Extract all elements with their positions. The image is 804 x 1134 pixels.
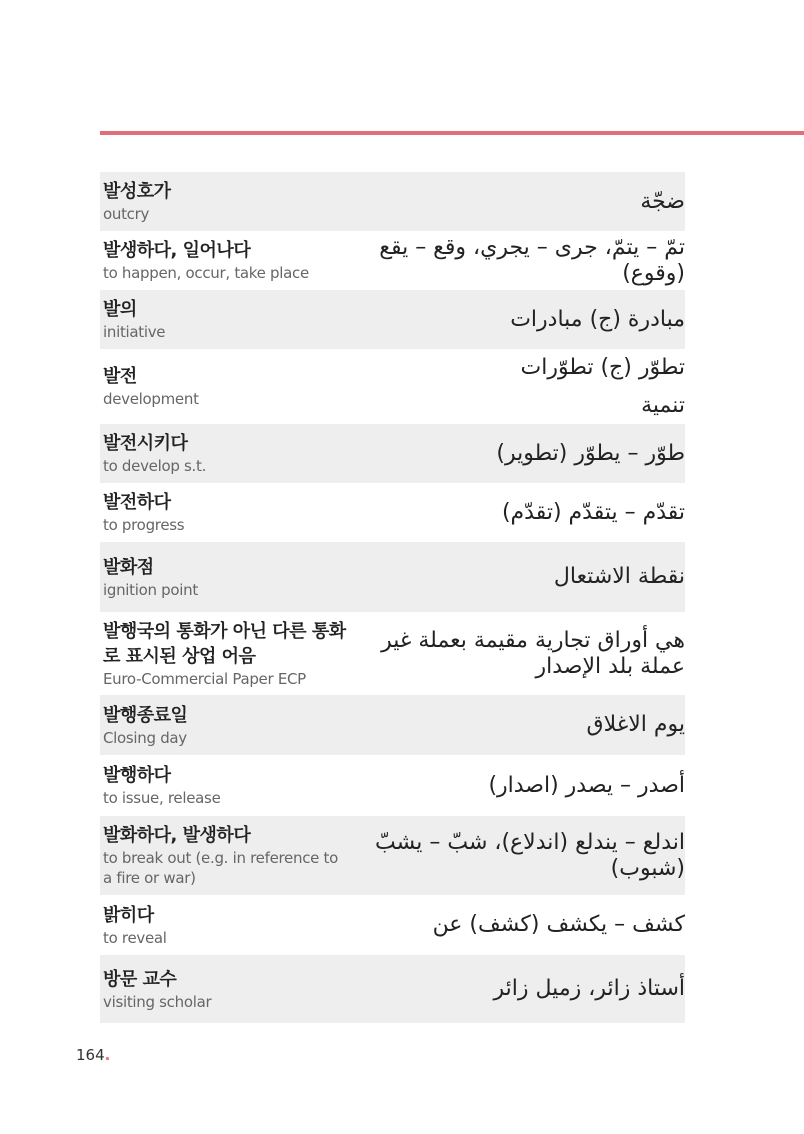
english-gloss: outcry (103, 205, 150, 223)
english-gloss: Euro-Commercial Paper ECP (103, 669, 306, 688)
arabic-translation: ضجّة (640, 188, 685, 214)
korean-term: 발행종료일 (103, 704, 188, 726)
arabic-translation: طوّر – يطوّر (تطوير) (496, 440, 685, 466)
glossary-entry (100, 816, 685, 895)
english-gloss: to develop s.t. (103, 457, 207, 475)
english-gloss: to issue, release (103, 789, 221, 807)
header-rule (100, 131, 804, 135)
korean-term: 발의 (103, 299, 137, 320)
korean-term: 발전하다 (103, 492, 171, 513)
english-gloss: development (103, 390, 199, 408)
arabic-translation: تمّ – يتمّ، جرى – يجري، وقع – يقع (وقوع) (379, 234, 685, 286)
arabic-translation: أستاذ زائر، زميل زائر (493, 976, 685, 1001)
english-gloss: to reveal (103, 928, 167, 947)
glossary-entry (100, 612, 685, 695)
korean-term: 발성호가 (103, 181, 171, 202)
korean-term: 발생하다, 일어나다 (103, 240, 251, 261)
arabic-translation: مبادرة (ج) مبادرات (510, 306, 685, 332)
arabic-translation: تقدّم – يتقدّم (تقدّم) (501, 499, 685, 525)
glossary-entry (100, 172, 685, 231)
english-gloss: to progress (103, 516, 185, 534)
korean-term: 발행국의 통화가 아닌 다른 통화로 표시된 상업 어음 (103, 620, 346, 667)
glossary-entry (100, 695, 685, 755)
page-number-value: 164 (76, 1046, 105, 1064)
arabic-translation: تطوّر (ج) تطوّرات (520, 354, 685, 380)
english-gloss: to break out (e.g. in reference to a fire or war) (103, 849, 338, 887)
arabic-translation: اندلع – يندلع (اندلاع)، شبّ – يشبّ (شبوب) (375, 829, 685, 881)
arabic-translation: هي أوراق تجارية مقيمة بعملة غير عملة بلد الإصدار (381, 627, 685, 679)
korean-term: 밝히다 (103, 904, 154, 926)
korean-term: 발전시키다 (103, 433, 188, 454)
english-gloss: ignition point (103, 580, 198, 599)
arabic-translation: أصدر – يصدر (اصدار) (488, 772, 685, 798)
page-number (76, 1046, 110, 1064)
english-gloss: to happen, occur, take place (103, 264, 309, 282)
english-gloss: Closing day (103, 728, 187, 747)
glossary-entry (100, 290, 685, 349)
glossary-list (100, 172, 685, 1023)
korean-term: 발화하다, 발생하다 (103, 825, 251, 846)
glossary-entry (100, 895, 685, 955)
glossary-entry (100, 483, 685, 542)
glossary-entry (100, 955, 685, 1023)
glossary-entry (100, 542, 685, 612)
korean-term: 발전 (103, 366, 137, 387)
english-gloss: visiting scholar (103, 992, 212, 1011)
arabic-translation: كشف – يكشف (كشف) عن (432, 912, 685, 937)
korean-term: 방문 교수 (103, 968, 177, 990)
glossary-entry (100, 231, 685, 290)
english-gloss: initiative (103, 323, 166, 341)
glossary-entry (100, 424, 685, 483)
glossary-entry (100, 755, 685, 816)
arabic-translation: نقطة الاشتعال (553, 564, 685, 589)
page-number-dot: . (104, 1046, 111, 1064)
arabic-translation: يوم الاغلاق (586, 712, 685, 737)
korean-term: 발화점 (103, 556, 154, 578)
arabic-translation-alt: تنمية (641, 392, 685, 418)
korean-term: 발행하다 (103, 765, 171, 786)
glossary-entry (100, 349, 685, 424)
